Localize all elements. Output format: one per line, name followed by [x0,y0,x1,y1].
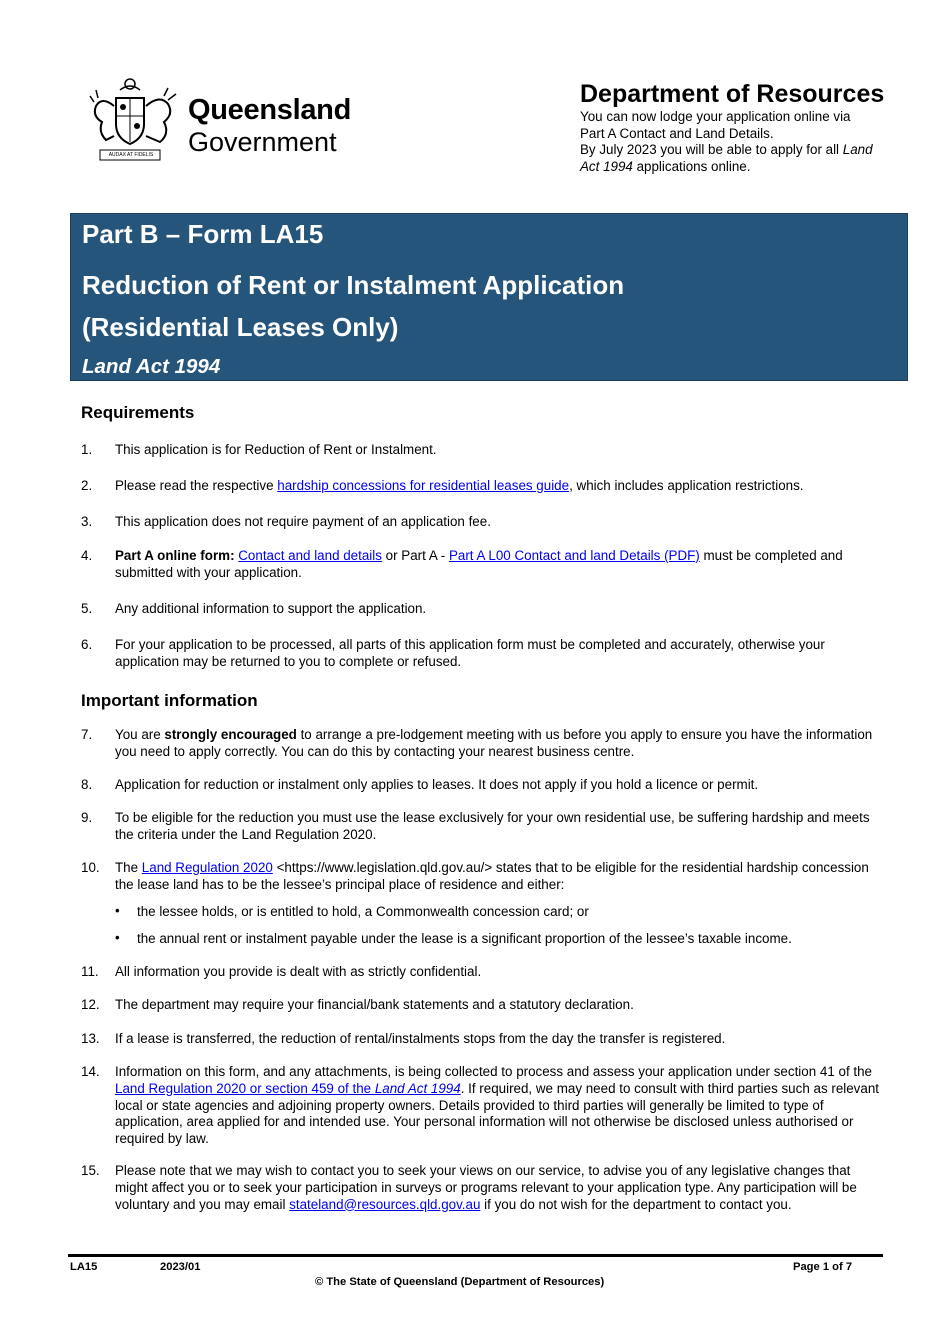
form-part-label: Part B – Form LA15 [82,219,324,249]
form-title-line1: Reduction of Rent or Instalment Application [82,270,625,300]
footer-copyright: © The State of Queensland (Department of Resources) [315,1276,605,1288]
text-run: must be completed and submitted with your application. [115,548,843,580]
item-text [115,548,881,582]
bullet-icon: • [115,903,120,918]
form-title-banner [70,213,908,381]
footer-version: 2023/01 [160,1261,201,1273]
item-text: If a lease is transferred, the reduction of rental/instalments stops from the day the transfer is registered. [115,1031,726,1046]
item-text: The department may require your financial/bank statements and a statutory declaration. [115,997,634,1012]
footer-page-number: Page 1 of 7 [793,1261,853,1273]
note-line [580,159,910,176]
item-text: Any additional information to support the application. [115,601,427,616]
note-italic: Land [842,142,873,157]
item-number: 13. [81,1031,100,1046]
footer-divider [68,1254,883,1257]
item-text [115,727,881,761]
text-run: Information on this form, and any attachments, is being collected to process and assess your application under section 41 of the [115,1064,873,1079]
item-number: 14. [81,1064,100,1079]
item-number: 2. [81,478,93,493]
note-text: By July 2023 you will be able to apply for all [580,142,843,157]
form-act: Land Act 1994 [82,355,221,378]
requirements-heading: Requirements [81,403,195,422]
note-line [580,142,910,159]
bullet-icon: • [115,930,120,945]
item-text [115,1064,881,1148]
form-title-line2: (Residential Leases Only) [82,312,399,342]
item-number: 5. [81,601,93,616]
item-number: 7. [81,727,93,742]
text-run: The [115,860,142,875]
contact-land-details-link[interactable]: Contact and land details [238,548,382,563]
item-number: 3. [81,514,93,529]
bullet-text: the annual rent or instalment payable under the lease is a significant proportion of the lessee’s taxable income. [137,931,792,946]
text-bold: Part A online form: [115,548,235,563]
text-run: <https://www.legislation.qld.gov.au/> states that to be eligible for the residential hardship concession the lease land has to be the lessee’s principal place of residence and either: [115,860,869,892]
link-text-italic: Land Act 1994 [374,1080,461,1096]
item-text: All information you provide is dealt with as strictly confidential. [115,964,482,979]
text-run: Please read the respective [115,478,278,493]
note-line: Part A Contact and Land Details. [580,125,774,141]
text-run: . If required, we may need to consult with third parties such as relevant local or state agencies and adjoining property owners. Details provided to third parties will generally be limited to type of application, area applied for and intended use. Your personal information will not otherwise be disclosed unless authorised or required by law. [115,1080,879,1147]
item-number: 6. [81,637,93,652]
text-bold: strongly encouraged [164,727,297,742]
queensland-government-logo [88,76,358,171]
item-text [115,860,881,894]
item-text [115,478,881,495]
text-run: , which includes application restrictions. [569,478,804,493]
item-number: 1. [81,442,93,457]
item-number: 4. [81,548,93,563]
item-number: 9. [81,810,93,825]
note-italic: Act 1994 [580,158,633,174]
text-run: Please note that we may wish to contact you to seek your views on our service, to advise you of any legislative changes that might affect you or to seek your participation in surveys or programs relevant to your application type. Any participation will be voluntary and you may email [115,1163,857,1212]
item-text: For your application to be processed, all parts of this application form must be completed and accurately, otherwise your application may be returned to you to complete or refused. [115,637,825,669]
link-text: Land Regulation 2020 or section 459 of the [115,1080,375,1096]
item-text: To be eligible for the reduction you must use the lease exclusively for your own residential use, be suffering hardship and meets the criteria under the Land Regulation 2020. [115,810,870,842]
item-number: 10. [81,860,100,875]
item-number: 8. [81,777,93,792]
item-number: 11. [81,964,99,979]
item-text: This application is for Reduction of Rent or Instalment. [115,442,437,457]
bullet-text: the lessee holds, or is entitled to hold, a Commonwealth concession card; or [137,904,589,919]
logo-wordmark-queensland: Queensland [188,94,351,126]
note-text: applications online. [632,158,751,174]
part-a-pdf-link[interactable]: Part A L00 Contact and land Details (PDF) [448,548,700,563]
item-number: 12. [81,997,100,1012]
logo-motto: AUDAX AT FIDELIS [108,152,154,158]
text-run: or Part A - [381,548,449,563]
email-link[interactable]: stateland@resources.qld.gov.au [289,1196,481,1212]
note-line: You can now lodge your application online via [580,109,851,124]
land-regulation-section-link[interactable] [115,1081,461,1096]
online-lodgement-note [580,109,910,175]
department-title: Department of Resources [580,80,885,108]
item-text: Application for reduction or instalment only applies to leases. It does not apply if you hold a licence or permit. [115,777,759,792]
item-text: This application does not require payment of an application fee. [115,514,491,529]
text-run: to arrange a pre-lodgement meeting with us before you apply to ensure you have the information you need to apply correctly. You can do this by contacting your nearest business centre. [115,727,873,759]
footer-form-code: LA15 [70,1261,98,1273]
logo-wordmark-government: Government [188,127,337,157]
item-number: 15. [81,1163,100,1178]
item-text [115,1163,881,1213]
hardship-guide-link[interactable]: hardship concessions for residential leases guide [277,478,570,493]
text-run: You are [115,727,165,742]
important-info-heading: Important information [81,691,258,710]
text-run: if you do not wish for the department to contact you. [480,1196,792,1212]
land-regulation-link[interactable]: Land Regulation 2020 [141,860,273,875]
